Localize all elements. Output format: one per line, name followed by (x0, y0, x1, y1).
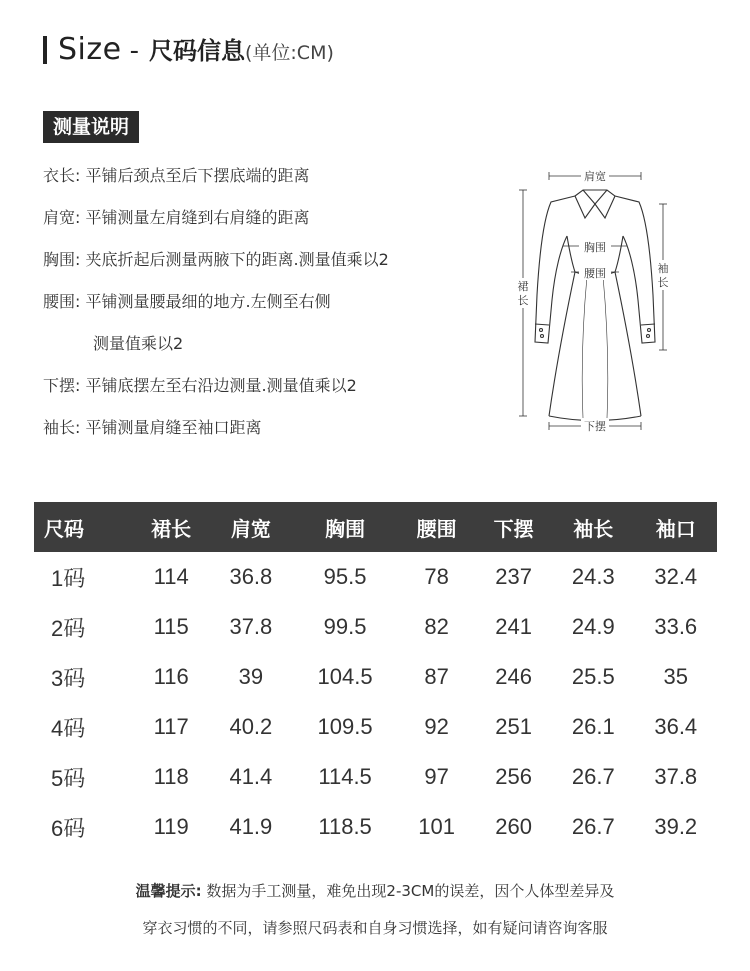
table-cell: 97 (424, 764, 449, 789)
note-waist (43, 288, 331, 316)
table-row (34, 552, 717, 602)
table-cell: 118 (153, 764, 189, 789)
table-cell: 37.8 (654, 764, 698, 789)
table-cell: 118.5 (318, 814, 372, 839)
table-cell: 1码 (51, 565, 86, 591)
title-cn: 尺码信息 (148, 37, 245, 65)
title-accent-bar (43, 36, 47, 64)
table-cell: 82 (424, 614, 449, 639)
note-chest (43, 246, 389, 274)
table-cell: 104.5 (317, 664, 373, 689)
table-cell: 95.5 (323, 564, 367, 589)
table-cell: 4码 (51, 715, 86, 741)
table-cell: 26.7 (571, 814, 615, 839)
col-header-cuff: 袖口 (635, 502, 717, 552)
table-cell: 37.8 (229, 614, 273, 639)
note-label: 袖长: (43, 418, 81, 437)
table-cell: 41.4 (229, 764, 273, 789)
title-en: Size (58, 32, 122, 67)
note-text: 平铺测量肩缝至袖口距离 (85, 418, 262, 437)
table-cell: 24.9 (571, 614, 615, 639)
col-header-sleeve: 袖长 (552, 502, 634, 552)
diagram-label-waist: 腰围 (584, 267, 606, 280)
table-cell: 237 (495, 564, 532, 589)
note-waist-cont (93, 330, 183, 358)
diagram-label-sleeve-2: 长 (657, 276, 669, 289)
page-title (58, 30, 334, 74)
table-cell: 39 (238, 664, 264, 689)
note-label: 肩宽: (43, 208, 81, 227)
diagram-label-chest: 胸围 (584, 241, 606, 254)
table-cell: 116 (153, 664, 189, 689)
table-cell: 256 (495, 764, 532, 789)
note-text: 平铺测量腰最细的地方.左侧至右侧 (85, 292, 331, 311)
table-row (34, 752, 717, 802)
note-shoulder (43, 204, 310, 232)
col-header-hem: 下摆 (475, 502, 552, 552)
note-text: 平铺测量左肩缝到右肩缝的距离 (85, 208, 310, 227)
table-cell: 114.5 (318, 764, 372, 789)
table-cell: 114 (153, 564, 189, 589)
table-cell: 117 (153, 714, 189, 739)
table-cell: 39.2 (654, 814, 698, 839)
tip-label: 温馨提示: (135, 882, 202, 900)
tip-text-1: 数据为手工测量，难免出现2-3CM的误差，因个人体型差异及 (206, 882, 615, 900)
diagram-label-dress-length-1: 裙 (517, 280, 529, 293)
note-label: 衣长: (43, 166, 81, 185)
table-header-row (34, 502, 717, 552)
table-cell: 92 (424, 714, 449, 739)
table-cell: 36.4 (654, 714, 698, 739)
table-row (34, 652, 717, 702)
tip-line-1 (0, 880, 750, 901)
dress-measurement-diagram (505, 160, 685, 440)
title-unit: (单位:CM) (244, 42, 334, 64)
col-header-dress-length: 裙长 (133, 502, 210, 552)
size-table (34, 502, 717, 852)
table-cell: 25.5 (571, 664, 615, 689)
col-header-waist: 腰围 (398, 502, 475, 552)
table-cell: 24.3 (571, 564, 615, 589)
note-text: 夹底折起后测量两腋下的距离.测量值乘以2 (85, 250, 389, 269)
table-cell: 78 (424, 564, 449, 589)
diagram-label-shoulder: 肩宽 (584, 170, 606, 183)
table-cell: 99.5 (323, 614, 367, 639)
note-dress-length (43, 162, 310, 190)
table-cell: 260 (495, 814, 532, 839)
tip-text-2: 穿衣习惯的不同，请参照尺码表和自身习惯选择，如有疑问请咨询客服 (142, 919, 608, 937)
title-separator: - (129, 36, 139, 66)
table-cell: 32.4 (654, 564, 698, 589)
note-label: 下摆: (43, 376, 81, 395)
table-cell: 109.5 (317, 714, 373, 739)
table-cell: 101 (418, 814, 455, 839)
diagram-label-sleeve-1: 袖 (657, 262, 669, 275)
table-cell: 251 (495, 714, 532, 739)
table-row (34, 702, 717, 752)
table-cell: 5码 (51, 765, 86, 791)
note-text: 平铺底摆左至右沿边测量.测量值乘以2 (85, 376, 357, 395)
table-cell: 119 (153, 814, 189, 839)
table-cell: 2码 (51, 615, 86, 641)
table-cell: 241 (495, 614, 532, 639)
note-label: 胸围: (43, 250, 81, 269)
note-label: 腰围: (43, 292, 81, 311)
table-cell: 26.1 (571, 714, 615, 739)
tip-line-2 (0, 917, 750, 938)
dress-outline-icon (505, 160, 685, 440)
table-cell: 246 (495, 664, 532, 689)
table-cell: 40.2 (229, 714, 273, 739)
table-cell: 35 (663, 664, 688, 689)
table-cell: 41.9 (229, 814, 273, 839)
note-hem (43, 372, 357, 400)
diagram-label-dress-length-2: 长 (517, 294, 529, 307)
table-cell: 87 (424, 664, 449, 689)
table-cell: 3码 (51, 665, 86, 691)
col-header-chest: 胸围 (292, 502, 398, 552)
note-text: 平铺后颈点至后下摆底端的距离 (85, 166, 310, 185)
diagram-label-hem: 下摆 (584, 420, 606, 433)
note-text: 测量值乘以2 (93, 334, 184, 353)
note-sleeve (43, 414, 262, 442)
table-row (34, 602, 717, 652)
col-header-shoulder: 肩宽 (210, 502, 292, 552)
table-row (34, 802, 717, 852)
table-cell: 33.6 (654, 614, 698, 639)
table-cell: 6码 (51, 815, 86, 841)
col-header-size: 尺码 (34, 502, 133, 552)
table-cell: 36.8 (229, 564, 273, 589)
table-cell: 115 (153, 614, 189, 639)
measure-section-tag: 测量说明 (43, 111, 139, 143)
table-cell: 26.7 (571, 764, 615, 789)
